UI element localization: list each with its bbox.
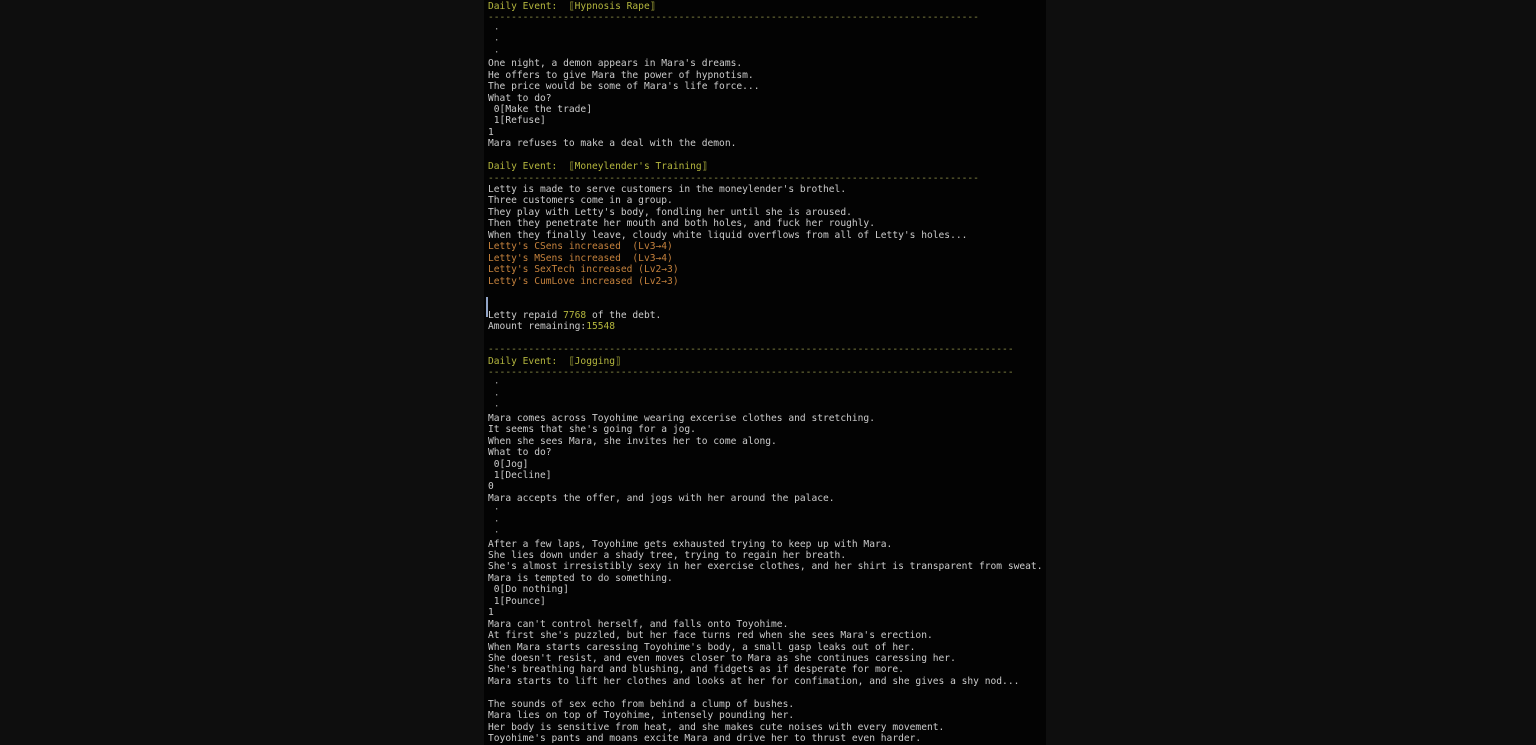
pause-dots: · bbox=[488, 515, 500, 527]
pause-dots: · bbox=[488, 389, 500, 401]
separator-line: ------------------------------------------------------------------------------------------- bbox=[488, 344, 1014, 356]
text-segment: Letty repaid bbox=[488, 309, 564, 321]
stat-increase-line: Letty's MSens increased (Lv3→4) bbox=[488, 252, 673, 264]
input-echo-line: 1 bbox=[488, 126, 494, 138]
story-line: Three customers come in a group. bbox=[488, 195, 673, 207]
story-line: Mara refuses to make a deal with the demon. bbox=[488, 138, 737, 150]
story-line: Mara comes across Toyohime wearing excerise clothes and stretching. bbox=[488, 412, 875, 424]
text-segment: Amount remaining: bbox=[488, 321, 587, 333]
text-cursor bbox=[486, 297, 488, 317]
terminal bbox=[488, 1, 1043, 744]
choice-option-line: 1[Refuse] bbox=[488, 115, 546, 127]
story-line: Mara starts to lift her clothes and looks at her for confimation, and she gives a shy nod... bbox=[488, 675, 1020, 687]
separator-line: ------------------------------------------------------------------------------------------- bbox=[488, 367, 1014, 378]
story-line: The price would be some of Mara's life force... bbox=[488, 81, 760, 93]
blank-line bbox=[488, 150, 1043, 161]
blank-line bbox=[488, 298, 1043, 309]
event-header: Daily Event: ⟦Jogging⟧ bbox=[488, 355, 621, 367]
stat-increase-line: Letty's CSens increased (Lv3→4) bbox=[488, 241, 673, 253]
separator-line: ------------------------------------------------------------------------------------- bbox=[488, 12, 979, 24]
story-line: He offers to give Mara the power of hypnotism. bbox=[488, 69, 754, 81]
amount-value: 7768 bbox=[563, 309, 587, 321]
story-line: What to do? bbox=[488, 92, 552, 104]
story-line: When she sees Mara, she invites her to come along. bbox=[488, 435, 777, 447]
pause-dots: · bbox=[488, 401, 500, 413]
story-line: Letty is made to serve customers in the moneylender's brothel. bbox=[488, 184, 847, 195]
story-line: She's almost irresistibly sexy in her exercise clothes, and her shirt is transparent from sweat. bbox=[488, 561, 1043, 573]
debt-repaid-line bbox=[488, 310, 1043, 321]
choice-option-line: 1[Decline] bbox=[488, 469, 552, 481]
choice-option-line: 0[Make the trade] bbox=[488, 103, 592, 115]
story-line: The sounds of sex echo from behind a clump of bushes. bbox=[488, 698, 795, 710]
choice-option-line: 1[Pounce] bbox=[488, 595, 546, 607]
story-line: Then they penetrate her mouth and both holes, and fuck her roughly. bbox=[488, 218, 875, 230]
story-line: Mara is tempted to do something. bbox=[488, 572, 673, 584]
pause-dots: · bbox=[488, 35, 500, 47]
story-line: She doesn't resist, and even moves closer to Mara as she continues caressing her. bbox=[488, 652, 956, 664]
stat-increase-line: Letty's SexTech increased (Lv2→3) bbox=[488, 264, 679, 276]
story-line: Toyohime's pants and moans excite Mara and drive her to thrust even harder. bbox=[488, 733, 922, 744]
pause-dots: · bbox=[488, 23, 500, 35]
pause-dots: · bbox=[488, 378, 500, 390]
story-line: After a few laps, Toyohime gets exhausted trying to keep up with Mara. bbox=[488, 538, 893, 550]
story-line: When Mara starts caressing Toyohime's body, a small gasp leaks out of her. bbox=[488, 641, 916, 653]
story-line: It seems that she's going for a jog. bbox=[488, 424, 696, 436]
amount-value: 15548 bbox=[586, 321, 616, 333]
story-line: When they finally leave, cloudy white liquid overflows from all of Letty's holes... bbox=[488, 229, 968, 241]
choice-option-line: 0[Jog] bbox=[488, 458, 529, 470]
event-header: Daily Event: ⟦Moneylender's Training⟧ bbox=[488, 161, 708, 173]
story-line: She's breathing hard and blushing, and fidgets as if desperate for more. bbox=[488, 664, 904, 676]
blank-line bbox=[488, 687, 1043, 698]
story-line: She lies down under a shady tree, trying to regain her breath. bbox=[488, 550, 847, 561]
separator-line: ------------------------------------------------------------------------------------- bbox=[488, 172, 979, 184]
story-line: Mara can't control herself, and falls onto Toyohime. bbox=[488, 618, 789, 630]
stat-increase-line: Letty's CumLove increased (Lv2→3) bbox=[488, 275, 679, 287]
story-line: One night, a demon appears in Mara's dreams. bbox=[488, 58, 743, 70]
event-header: Daily Event: ⟦Hypnosis Rape⟧ bbox=[488, 1, 656, 12]
story-line: Her body is sensitive from heat, and she makes cute noises with every movement. bbox=[488, 721, 945, 733]
story-line: They play with Letty's body, fondling her until she is aroused. bbox=[488, 206, 852, 218]
input-echo-line: 0 bbox=[488, 481, 494, 493]
story-line: At first she's puzzled, but her face turns red when she sees Mara's erection. bbox=[488, 630, 933, 642]
input-echo-line: 1 bbox=[488, 607, 494, 619]
text-segment: of the debt. bbox=[586, 309, 662, 321]
pause-dots: · bbox=[488, 46, 500, 58]
debt-remaining-line bbox=[488, 321, 1043, 332]
game-window[interactable] bbox=[484, 0, 1046, 745]
blank-line bbox=[488, 333, 1043, 344]
story-line: Mara lies on top of Toyohime, intensely pounding her. bbox=[488, 710, 795, 722]
story-line: Mara accepts the offer, and jogs with her around the palace. bbox=[488, 492, 835, 504]
choice-option-line: 0[Do nothing] bbox=[488, 584, 569, 596]
pause-dots: · bbox=[488, 504, 500, 516]
story-line: What to do? bbox=[488, 447, 552, 459]
blank-line bbox=[488, 287, 1043, 298]
pause-dots: · bbox=[488, 527, 500, 539]
